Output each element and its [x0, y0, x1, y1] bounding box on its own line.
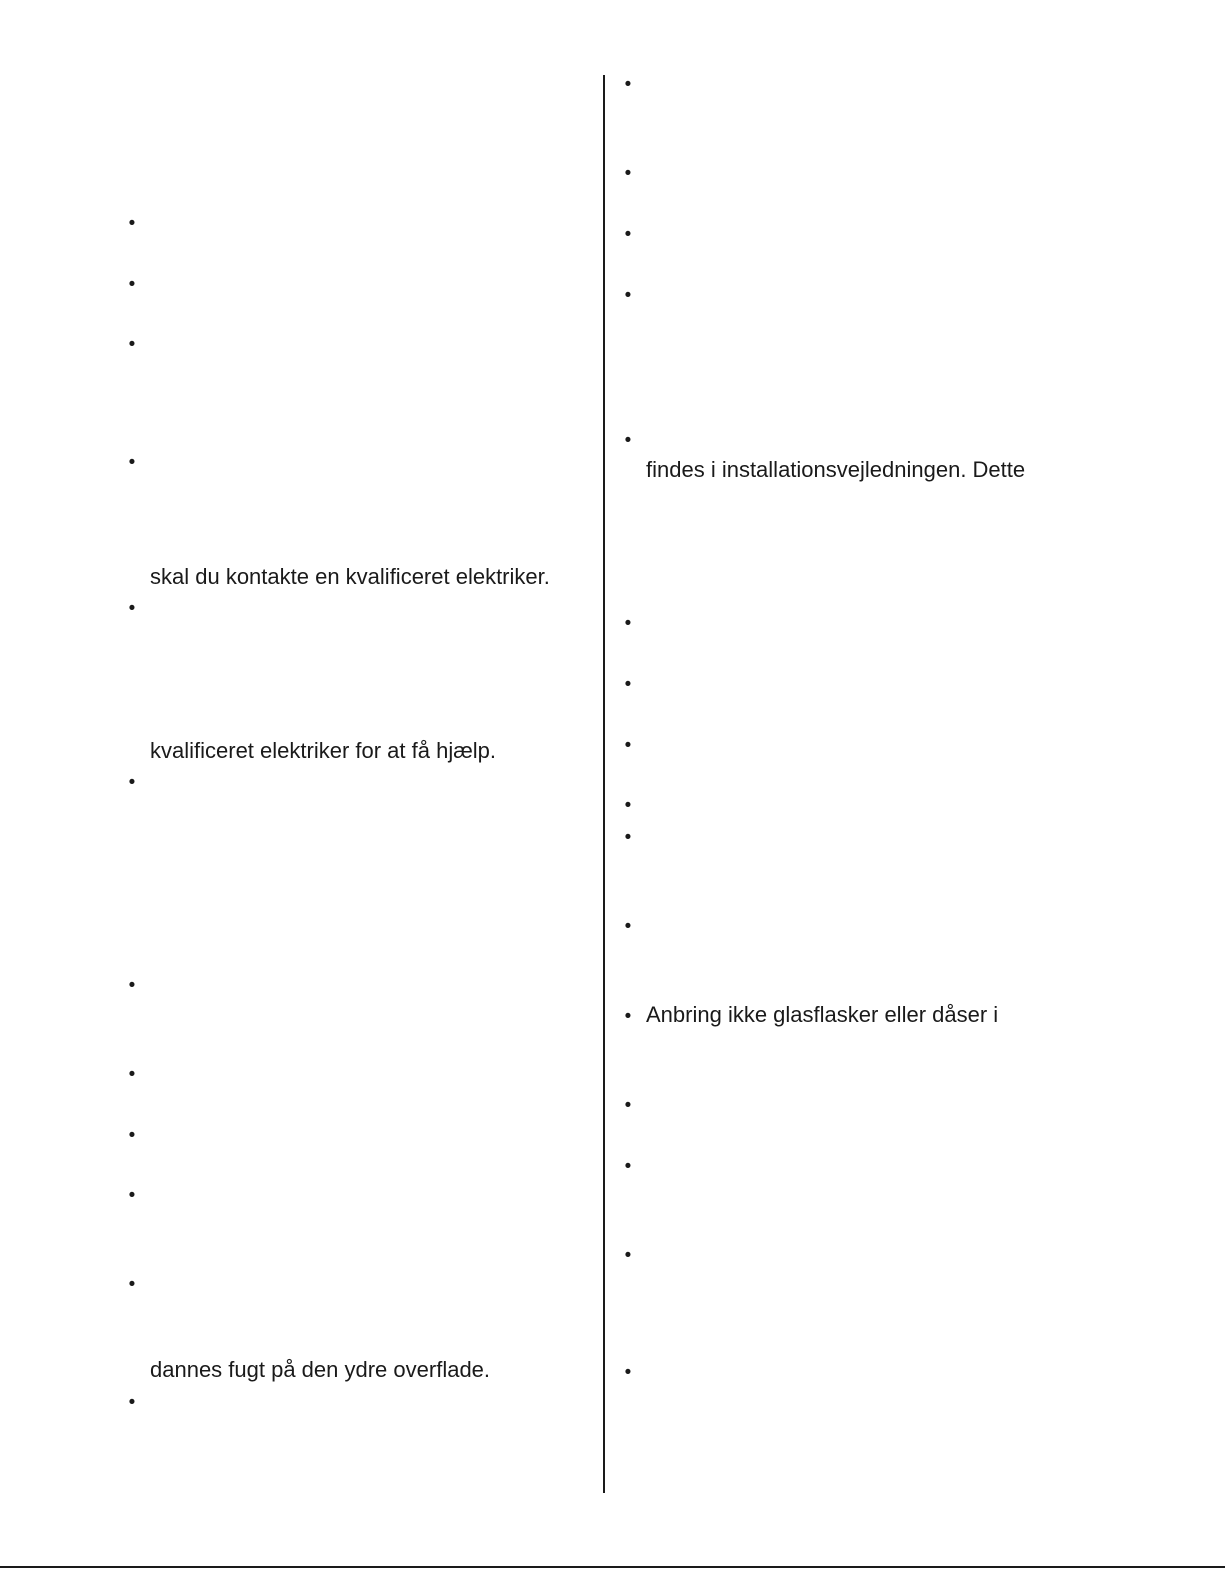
body-text-line: findes i installationsvejledningen. Dette: [646, 457, 1026, 482]
bullet-point: •: [128, 598, 136, 619]
bullet-point: •: [128, 975, 136, 996]
bullet-point: •: [624, 1245, 632, 1266]
bullet-point: •: [128, 1064, 136, 1085]
body-text-line: dannes fugt på den ydre overflade.: [150, 1357, 491, 1382]
bullet-point: •: [624, 224, 632, 245]
bullet-point: •: [128, 1185, 136, 1206]
bullet-point: •: [624, 285, 632, 306]
bullet-point: •: [624, 163, 632, 184]
bullet-point: •: [128, 772, 136, 793]
body-text-line: Anbring ikke glasflasker eller dåser i: [646, 1002, 999, 1027]
bullet-point: •: [624, 827, 632, 848]
body-text-line: skal du kontakte en kvalificeret elektriker.: [150, 564, 550, 589]
bullet-point: •: [128, 274, 136, 295]
bullet-point: •: [128, 1274, 136, 1295]
bullet-point: •: [624, 74, 632, 95]
bullet-point: •: [128, 1125, 136, 1146]
bullet-point: •: [624, 1006, 632, 1027]
bullet-point: •: [128, 213, 136, 234]
bullet-point: •: [624, 674, 632, 695]
bullet-point: •: [128, 452, 136, 473]
column-divider: [603, 75, 605, 1493]
bullet-point: •: [624, 735, 632, 756]
page-bottom-rule: [0, 1566, 1225, 1568]
bullet-point: •: [128, 1392, 136, 1413]
bullet-point: •: [128, 334, 136, 355]
bullet-point: •: [624, 1156, 632, 1177]
bullet-point: •: [624, 1362, 632, 1383]
bullet-point: •: [624, 916, 632, 937]
bullet-point: •: [624, 613, 632, 634]
body-text-line: kvalificeret elektriker for at få hjælp.: [150, 738, 497, 763]
bullet-point: •: [624, 430, 632, 451]
bullet-point: •: [624, 795, 632, 816]
bullet-point: •: [624, 1095, 632, 1116]
